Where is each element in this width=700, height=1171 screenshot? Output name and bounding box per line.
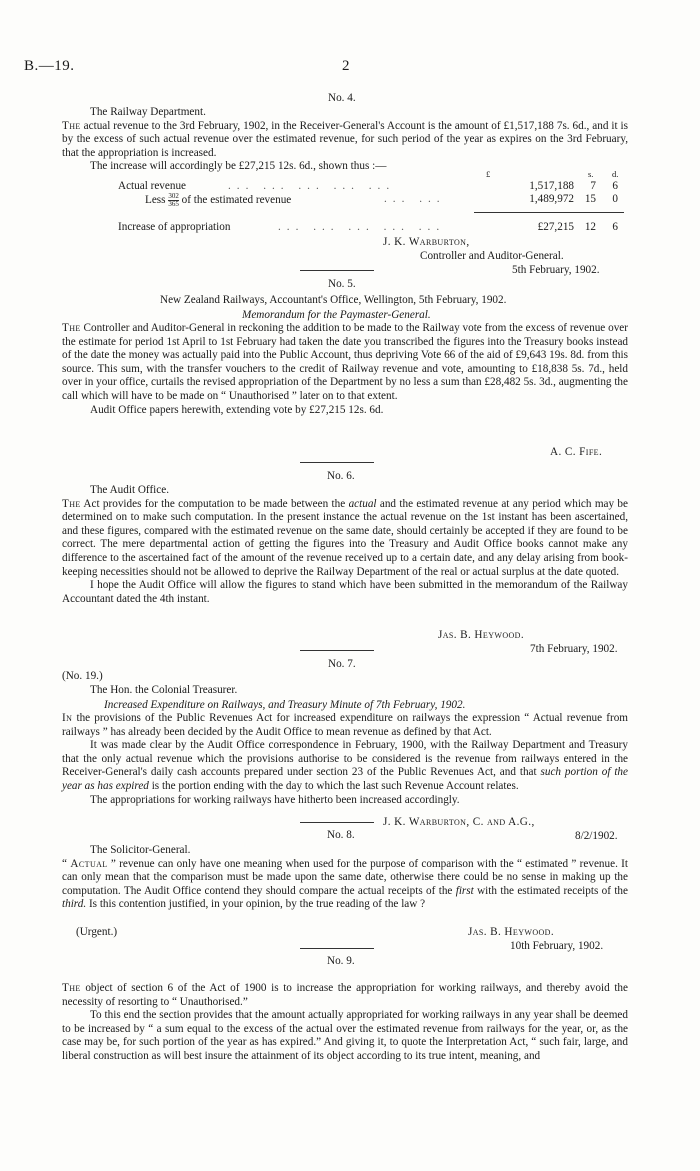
no8-para1-emph2: third.: [62, 898, 87, 911]
divider-6-7: [300, 650, 374, 651]
no6-addressee: The Audit Office.: [90, 484, 170, 496]
row-less-pre: Less: [145, 194, 166, 207]
no9-heading: No. 9.: [327, 955, 355, 967]
row-less-pence: 0: [612, 193, 618, 205]
divider-8-9: [300, 948, 374, 949]
no6-para1-b: and the estimated revenue at any period which may be determined on to make such computation. In the present instance the actual revenue on the 1st instant has been ascertained, and these figures, compared with the estimated revenue on the same date, should certainly be accepted if they are found to be correct. The mere departmental action of getting the figures into the Treasury and Audit Office books cannot make any difference to the ascertained fact of the amount of the revenue received up to a certain date, and any delay arising from book-keeping necessities should not be allowed to deprive the Railway Department of the real or actual surplus at the date quoted.: [62, 497, 628, 578]
no4-date: 5th February, 1902.: [512, 264, 600, 276]
no9-para1: [62, 982, 628, 1009]
page-number: 2: [342, 58, 350, 74]
no6-signer: Jas. B. Heywood.: [438, 629, 525, 641]
no4-addressee: The Railway Department.: [90, 106, 206, 118]
row-increase-pence: 6: [612, 221, 618, 233]
no4-para1: [62, 120, 628, 161]
row-increase-pounds: £27,215: [537, 221, 574, 233]
row-less-pounds: 1,489,972: [529, 193, 574, 205]
fraction-num: 302: [168, 192, 179, 200]
no7-para1-start: In: [62, 712, 73, 724]
no5-dateline: New Zealand Railways, Accountant's Office, Wellington, 5th February, 1902.: [160, 294, 507, 306]
col-pence: d.: [612, 169, 619, 179]
no8-addressee: The Solicitor-General.: [90, 844, 191, 856]
no6-para2: I hope the Audit Office will allow the figures to stand which have been submitted in the memorandum of the Railway Accountant dated the 4th instant.: [62, 579, 628, 605]
no8-date: 10th February, 1902.: [510, 940, 604, 952]
no8-para1-b: with the estimated receipts of the: [473, 884, 628, 897]
fraction: [168, 193, 179, 208]
no6-section: [62, 484, 628, 606]
divider-4-5: [300, 270, 374, 271]
no8-para1: [62, 858, 628, 912]
no9-para2: To this end the section provides that the amount actually appropriated for working railways in any year shall be deemed to be increased by “ a sum equal to the excess of the actual over the estimated revenue from railways for the year, or, as the case may be, for such portion of the year as has expired.” And giving it, to quote the Interpretation Act, “ such fair, large, and liberal construction as will best insure the attainment of its object according to its true intent, meaning, and: [62, 1009, 628, 1062]
no5-signer: A. C. Fife.: [550, 446, 603, 458]
no7-signer: J. K. Warburton, C. and A.G.,: [383, 816, 535, 828]
no6-para1: [62, 498, 628, 580]
no7-para2-a: It was made clear by the Audit Office correspondence in February, 1900, with the Railway Department and Treasury that the only actual revenue which the provisions authorise to be considered is the revenue from railways entered in the Receiver-General's daily cash accounts prepared under section 23 of the Public Revenues Act, and that: [62, 739, 628, 779]
divider-5-6: [300, 462, 374, 463]
row-actual-shillings: 7: [590, 180, 596, 192]
row-actual-pence: 6: [612, 180, 618, 192]
row-actual-label: Actual revenue: [118, 180, 187, 192]
no9-section: [62, 982, 628, 1064]
no7-section: [62, 712, 628, 807]
no5-memo-title: Memorandum for the Paymaster-General.: [242, 309, 431, 321]
no6-para1-start: The: [62, 497, 81, 510]
no6-para1-emph: actual: [348, 497, 377, 510]
no4-para1-text: actual revenue to the 3rd February, 1902, in the Receiver-General's Account is the amount of £1,517,188 7s. 6d., and it is by the excess of such actual revenue over the estimated revenue, for such period of the year as expires on the 3rd February, that the appropriation is increased.: [62, 119, 628, 159]
series-code: B.—19.: [24, 58, 75, 74]
no8-section: [62, 844, 628, 912]
no8-para1-c: Is this contention justified, in your opinion, by the true reading of the law ?: [86, 898, 426, 911]
no4-section: [62, 106, 628, 174]
no7-para2-b: is the portion ending with the day to which the last such Revenue Account relates.: [148, 779, 519, 792]
no7-para2: [62, 739, 628, 793]
row-less-label: [145, 193, 291, 208]
no8-para1-start: “ Actual: [62, 857, 108, 870]
sum-rule: [474, 212, 624, 213]
no4-para2: The increase will accordingly be £27,215 12s. 6d., shown thus :—: [90, 160, 387, 173]
no7-para2-emph: such portion of the year as has expired: [62, 766, 628, 792]
no8-signer: Jas. B. Heywood.: [468, 926, 555, 938]
no5-para1-start: The: [62, 322, 81, 334]
row-increase-dots: ... ... ... ... ...: [278, 221, 446, 233]
no8-urgent: (Urgent.): [76, 926, 118, 938]
no8-para1-emph1: first: [455, 884, 474, 897]
row-less-shillings: 15: [584, 193, 596, 205]
no9-para1-start: The: [62, 982, 81, 994]
no4-para1-start: The: [62, 119, 81, 132]
no7-ref: (No. 19.): [62, 670, 103, 682]
no5-para1-text: Controller and Auditor-General in reckoning the addition to be made to the Railway vote from the excess of revenue over the estimate for period 1st April to 1st February had taken the date you transcribed the figures into the Treasury books instead of the date the money was actually paid into the Public Account, thus depriving Vote 66 of the aid of £9,643 19s. 8d. from this source. This sum, with the transfer vouchers to the credit of Railway revenue and vote, amounting to £18,838 5s. 7d., held over in your office, curtails the revised appropriation of the Department by no less a sum than £28,482 5s. 3d., augmenting the call which will have to be made on “ Unauthorised ” later on to that extent.: [62, 322, 628, 402]
no7-para1: [62, 712, 628, 739]
no5-section: [62, 322, 628, 417]
no6-date: 7th February, 1902.: [530, 643, 618, 655]
no8-heading: No. 8.: [327, 829, 355, 841]
no8-para1-a: ” revenue can only have one meaning when used for the purpose of comparison with the “ estimated ” revenue. It can only mean that the comparison must be made upon the same date, otherwise there could be no sense in making up the computation. The Audit Office contend they should compare the actual receipts of the: [62, 857, 629, 897]
no7-date: 8/2/1902.: [575, 830, 618, 842]
col-shillings: s.: [588, 169, 594, 179]
no5-para1: [62, 322, 628, 404]
row-increase-label: Increase of appropriation: [118, 221, 231, 233]
no5-para2: Audit Office papers herewith, extending vote by £27,215 12s. 6d.: [90, 403, 384, 416]
no5-heading: No. 5.: [328, 278, 356, 290]
no4-heading: No. 4.: [328, 92, 356, 104]
no7-title: Increased Expenditure on Railways, and Treasury Minute of 7th February, 1902.: [104, 699, 466, 711]
no6-para1-a: Act provides for the computation to be made between the: [80, 497, 349, 510]
divider-7-8: [300, 822, 374, 823]
no7-addressee: The Hon. the Colonial Treasurer.: [90, 684, 238, 696]
row-less-dots: ... ...: [384, 193, 446, 205]
no4-signer-title: Controller and Auditor-General.: [420, 250, 564, 262]
no9-para1-text: object of section 6 of the Act of 1900 is to increase the appropriation for working railways, and thereby avoid the necessity of resorting to “ Unauthorised.”: [62, 982, 628, 1008]
row-actual-dots: ... ... ... ... ...: [228, 180, 396, 192]
no6-heading: No. 6.: [327, 470, 355, 482]
row-less-post: of the estimated revenue: [181, 194, 292, 207]
no7-heading: No. 7.: [328, 658, 356, 670]
row-actual-pounds: 1,517,188: [529, 180, 574, 192]
row-increase-shillings: 12: [584, 221, 596, 233]
no4-signer: J. K. Warburton,: [383, 236, 470, 248]
col-pounds: £: [486, 169, 491, 179]
no7-para3: The appropriations for working railways have hitherto been increased accordingly.: [90, 793, 460, 806]
no7-para1-text: the provisions of the Public Revenues Act for increased expenditure on railways the expression “ Actual revenue from railways ” has already been decided by the Audit Office to mean revenue as defined by that Act.: [62, 712, 628, 738]
fraction-den: 365: [168, 200, 179, 208]
